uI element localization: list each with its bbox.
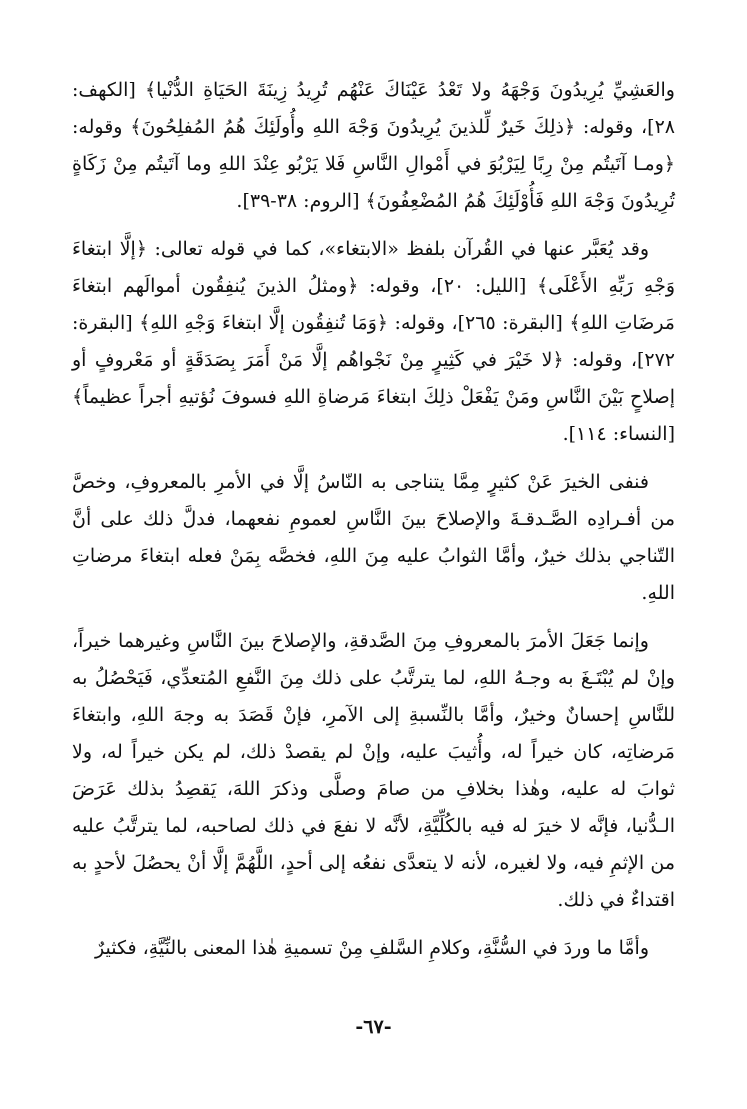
paragraph-3: فنفى الخيرَ عَنْ كثيرٍ مِمَّا يتناجى به النّاسُ إلَّا في الأمرِ بالمعروفِ، وخصَّ من أفـرادِه الصَّـدقـةَ والإصلاحَ بينَ النَّاسِ لعمومِ نفعهما، فدلَّ ذلك على أنَّ التّناجي بذلك خيرٌ، وأمَّا الثوابُ عليه مِنَ اللهِ، فخصَّه بِمَنْ فعله ابتغاءَ مرضاتِ اللهِ. xyxy=(72,471,675,604)
paragraph-2: وقد يُعَبَّر عنها في القُرآن بلفظ «الابتغاء»، كما في قوله تعالى: ﴿إلَّا ابتغاءَ وَجْهِ رَبِّهِ الأَعْلَى﴾ [الليل: ٢٠]، وقوله: ﴿ومثلُ الذينَ يُنفِقُون أموالَهم ابتغاءَ مَرضَاتِ اللهِ﴾ [البقرة: ٢٦٥]، وقوله: ﴿وَمَا تُنفِقُون إلَّا ابتغاءَ وَجْهِ اللهِ﴾ [البقرة: ٢٧٢]، وقوله: ﴿لا خَيْرَ في كَثِيرٍ مِنْ نَجْواهُم إلَّا مَنْ أَمَرَ بِصَدَقَةٍ أو مَعْروفٍ أو إصلاحٍ بَيْنَ النَّاسِ ومَنْ يَفْعَلْ ذلِكَ ابتغاءَ مَرضاةِ اللهِ فسوفَ نُؤتيهِ أجراً عظيماً﴾ [النساء: ١١٤]. xyxy=(72,238,676,445)
paragraph-1: والعَشِيِّ يُرِيدُونَ وَجْهَهُ ولا تَعْدُ عَيْنَاكَ عَنْهُم تُرِيدُ زِينَةَ الحَيَاةِ الدُّنْيا﴾ [الكهف: ٢٨]، وقوله: ﴿ذلِكَ خَيرٌ لِّلذينَ يُرِيدُونَ وَجْهَ اللهِ وأُولَئِكَ هُمُ المُفلِحُونَ﴾ وقوله: ﴿ومـا آتَيتُم مِنْ رِبًا لِيَرْبُوَ في أَمْوالِ النَّاسِ فَلا يَرْبُو عِنْدَ اللهِ وما آتَيتُم مِنْ زَكَاةٍ تُرِيدُونَ وَجْهَ اللهِ فَأُوْلَئِكَ هُمُ المُضْعِفُونَ﴾ [الروم: ٣٨-٣٩]. xyxy=(72,79,675,212)
page-body xyxy=(72,72,675,978)
page-number: -٦٧- xyxy=(355,1016,392,1038)
paragraph-5: وأمَّا ما وردَ في السُّنَّةِ، وكلامِ السَّلفِ مِنْ تسميةِ هٰذا المعنى بالنِّيَّةِ، فكثيرٌ xyxy=(95,937,649,959)
paragraph-4: وإنما جَعَلَ الأمرَ بالمعروفِ مِنَ الصَّدقةِ، والإصلاحَ بينَ النَّاسِ وغيرهما خيراً، وإنْ لم يُبْتَـغَ به وجـهُ اللهِ، لما يترتَّبُ على ذلك مِنَ النَّفعِ المُتعدِّي، فَيَحْصُلُ به للنَّاسِ إحسانٌ وخيرٌ، وأمَّا بالنِّسبةِ إلى الآمرِ، فإنْ قَصَدَ به وجهَ اللهِ، وابتغاءَ مَرضاتِه، كان خيراً له، وأُثيبَ عليه، وإنْ لم يقصدْ ذلك، لم يكن خيراً له، ولا ثوابَ له عليه، وهٰذا بخلافِ من صامَ وصلَّى وذكرَ اللهَ، يَقصِدُ بذلك عَرَضَ الـدُّنيا، فإنَّه لا خيرَ له فيه بالكُلِّيَّةِ، لأنَّه لا نفعَ في ذلك لصاحبه، لما يترتَّبُ عليه من الإثمِ فيه، ولا لغيره، لأنه لا يتعدَّى نفعُه إلى أحدٍ، اللَّهُمَّ إلَّا أنْ يحصُلَ لأحدٍ به اقتداءٌ في ذلك. xyxy=(72,630,675,911)
